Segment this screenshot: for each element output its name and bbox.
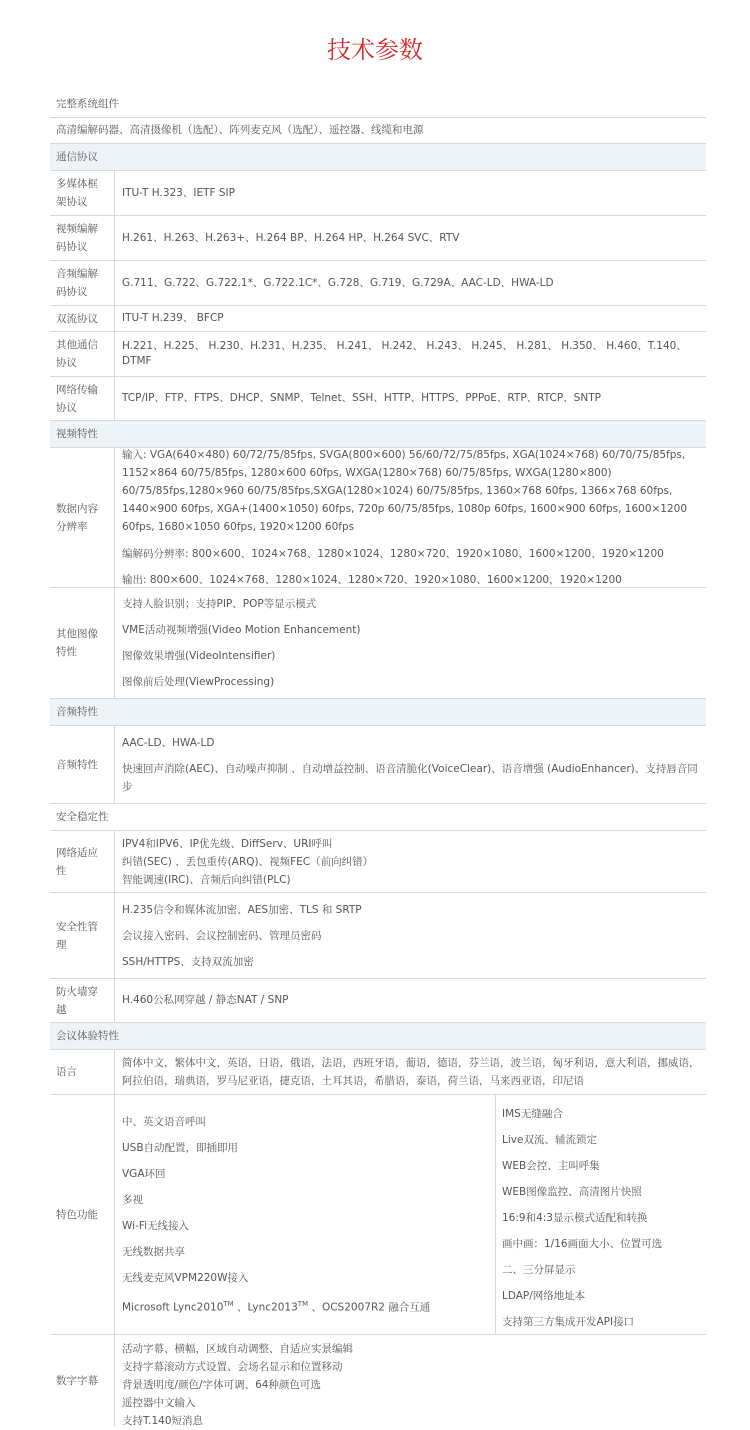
row-label: 完整系统组件 (56, 98, 119, 110)
row-label: 数字字幕 (50, 1335, 115, 1426)
feature-item: LDAP/网络地址本 (502, 1290, 586, 1302)
image-feature: VME活动视频增强(Video Motion Enhancement) (122, 624, 361, 636)
section-title: 视频特性 (56, 427, 98, 440)
row-value: G.711、G.722、G.722.1*、G.722.1C*、G.728、G.719、G.729A、AAC-LD、HWA-LD (122, 276, 554, 289)
feature-item: Live双流、辅流锁定 (502, 1134, 597, 1146)
row-label: 防火墙穿越 (50, 979, 115, 1022)
feature-item: 无线数据共享 (122, 1245, 185, 1258)
row-network-adaptability (50, 831, 706, 893)
features-column-left (116, 1095, 496, 1334)
feature-item: 无线麦克风VPM220W接入 (122, 1271, 249, 1284)
page-title: 技术参数 (327, 36, 423, 64)
row-label: 数据内容分辨率 (50, 448, 115, 587)
feature-item: 中、英文语音呼叫 (122, 1115, 206, 1128)
security-feature: SSH/HTTPS、支持双流加密 (122, 955, 254, 968)
section-title: 通信协议 (56, 150, 98, 163)
resolution-codec: 编解码分辨率: 800×600、1024×768、1280×1024、1280×720、1920×1080、1600×1200、1920×1200 (122, 548, 664, 560)
subtitle-feature: 遥控器中文输入 (122, 1397, 196, 1409)
feature-item: 支持第三方集成开发API接口 (502, 1316, 635, 1328)
image-feature: 图像前后处理(ViewProcessing) (122, 676, 275, 688)
row-network-transport (50, 377, 706, 421)
audio-feature: 快速回声消除(AEC)、自动噪声抑制 、自动增益控制、语音清脆化(VoiceClear)、语音增强 (AudioEnhancer)、支持唇音同步 (122, 762, 698, 793)
subtitle-feature: 背景透明度/颜色/字体可调、64种颜色可选 (122, 1379, 321, 1391)
row-value: H.221、H.225、 H.230、H.231、H.235、 H.241、 H.242、 H.243、 H.245、 H.281、 H.350、 H.460、T.140、DTMF (122, 340, 687, 367)
subtitle-feature: 活动字幕、横幅，区域自动调整、自适应实景编辑 (122, 1343, 353, 1355)
feature-item: Wi-Fi无线接入 (122, 1219, 190, 1232)
lync2010-text: Microsoft Lync2010 (122, 1301, 224, 1314)
row-value: ITU-T H.323、IETF SIP (122, 186, 235, 199)
lync2013-text: 、Lync2013 (233, 1301, 298, 1314)
feature-item: 多视 (122, 1193, 143, 1206)
row-value: 高清编解码器、高清摄像机（选配）、阵列麦克风（选配）、遥控器、线缆和电源 (56, 124, 424, 136)
row-firewall (50, 979, 706, 1023)
row-label: 音频编解码协议 (50, 261, 115, 305)
row-label: 音频特性 (50, 726, 115, 803)
row-value: H.460公私网穿越 / 静态NAT / SNP (122, 994, 289, 1006)
row-label: 安全性管理 (50, 893, 115, 978)
features-column-right (496, 1095, 706, 1334)
subtitle-feature: 支持字幕滚动方式设置、会场名显示和位置移动 (122, 1361, 343, 1373)
section-meeting (50, 1023, 706, 1050)
row-video-codec (50, 216, 706, 261)
feature-item-lync (122, 1291, 489, 1321)
feature-item: WEB图像监控、高清图片快照 (502, 1186, 642, 1198)
row-image-features (50, 588, 706, 699)
row-digital-subtitles (50, 1335, 706, 1426)
row-label: 视频编解码协议 (50, 216, 115, 260)
trademark-mark: TM (297, 1299, 309, 1308)
row-label: 其他通信协议 (50, 332, 115, 376)
row-audio-codec (50, 261, 706, 306)
section-title: 会议体验特性 (56, 1029, 119, 1042)
network-feature: 智能调速(IRC)、音频后向纠错(PLC) (122, 873, 291, 886)
section-title: 音频特性 (56, 705, 98, 718)
network-feature: 纠错(SEC) 、丢包重传(ARQ)、视频FEC（前向纠错） (122, 855, 374, 868)
feature-item: IMS无缝融合 (502, 1108, 563, 1120)
security-feature: H.235信令和媒体流加密、AES加密、TLS 和 SRTP (122, 903, 362, 916)
resolution-output: 输出: 800×600、1024×768、1280×1024、1280×720、1920×1080、1600×1200，1920×1200 (122, 574, 622, 586)
row-language (50, 1050, 706, 1095)
row-label: 特色功能 (50, 1095, 115, 1334)
feature-item: WEB会控、主叫呼集 (502, 1160, 600, 1172)
row-multimedia-protocol (50, 171, 706, 216)
ocs-text: 、OCS2007R2 融合互通 (308, 1301, 431, 1314)
row-label: 双流协议 (50, 306, 115, 331)
feature-item: USB自动配置，即插即用 (122, 1141, 239, 1154)
row-label: 多媒体框架协议 (50, 171, 115, 215)
row-value: TCP/IP、FTP、FTPS、DHCP、SNMP、Telnet、SSH、HTTP、HTTPS、PPPoE、RTP、RTCP、SNTP (122, 392, 601, 404)
row-audio-features (50, 726, 706, 804)
security-feature: 会议接入密码、会议控制密码、管理员密码 (122, 929, 322, 942)
row-resolution (50, 448, 706, 588)
resolution-input: 输入: VGA(640×480) 60/72/75/85fps, SVGA(800×600) 56/60/72/75/85fps, XGA(1024×768) 60/70/75/85fps, 1152×864 60/75/85fps, 1280×600 60fps, WXGA(1280×768) 60/75/85fps, WXGA(1280×800) 60/75/85fps,1280×960 60/75/85fps,SXGA(1280×1024) 60/75/85fps, 1360×768 60fps, 1366×768 60fps, 1440×900 60fps, XGA+(1400×1050) 60fps, 720p 60/75/85fps, 1080p 60fps, 1600×900 60fps, 1600×1200 60fps, 1680×1050 60fps, 1920×1200 60fps (122, 449, 688, 533)
feature-item: 二、三分屏显示 (502, 1264, 576, 1276)
row-security-management (50, 893, 706, 979)
row-value: 简体中文，繁体中文，英语，日语，俄语，法语，西班牙语，葡语，德语，芬兰语，波兰语，匈牙利语，意大利语，挪威语，阿拉伯语，瑞典语，罗马尼亚语，捷克语，土耳其语，希腊语，泰语，荷兰语，马来西亚语，印尼语 (122, 1057, 700, 1087)
row-label: 语言 (50, 1050, 115, 1094)
row-system-components-value (50, 118, 706, 144)
row-special-features (50, 1095, 706, 1335)
row-label: 网络适应性 (50, 831, 115, 892)
section-audio (50, 699, 706, 726)
section-title: 安全稳定性 (56, 810, 109, 823)
row-other-protocols (50, 332, 706, 377)
section-video (50, 421, 706, 448)
feature-item: 画中画：1/16画面大小、位置可选 (502, 1238, 663, 1250)
network-feature: IPV4和IPV6、IP优先级、DiffServ、URI呼叫 (122, 837, 333, 850)
row-label: 其他图像特性 (50, 588, 115, 698)
feature-item: 16:9和4:3显示模式适配和转换 (502, 1212, 648, 1224)
subtitle-feature: 支持T.140短消息 (122, 1415, 204, 1427)
row-value: ITU-T H.239、 BFCP (122, 312, 224, 324)
row-dual-stream (50, 306, 706, 332)
section-comm-protocols (50, 144, 706, 171)
section-security (50, 804, 706, 831)
row-label: 网络传输协议 (50, 377, 115, 420)
feature-item: VGA环回 (122, 1167, 166, 1180)
image-feature: 图像效果增强(VideoIntensifier) (122, 650, 276, 662)
row-system-components (50, 92, 706, 118)
audio-feature: AAC-LD、HWA-LD (122, 736, 215, 749)
row-value: H.261、H.263、H.263+、H.264 BP、H.264 HP、H.264 SVC、RTV (122, 231, 460, 244)
trademark-mark: TM (223, 1299, 234, 1308)
image-feature: 支持人脸识别；支持PIP、POP等显示模式 (122, 598, 317, 610)
